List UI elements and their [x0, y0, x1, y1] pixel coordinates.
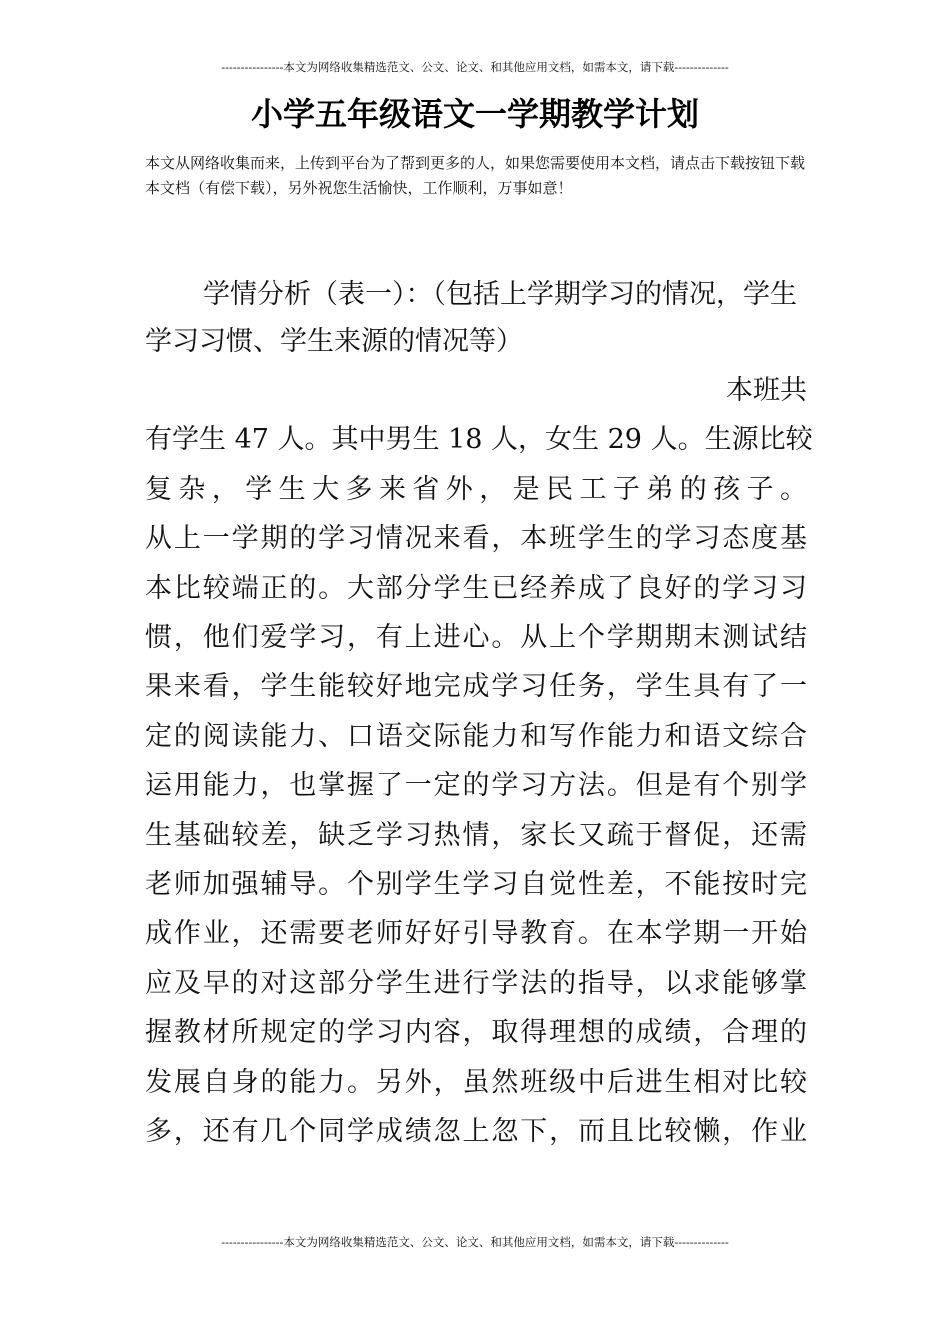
paragraph-line: 握教材所规定的学习内容，取得理想的成绩，合理的 [145, 1017, 807, 1049]
paragraph-line: 定的阅读能力、口语交际能力和写作能力和语文综合 [145, 720, 807, 752]
paragraph-line: 运用能力，也掌握了一定的学习方法。但是有个别学 [145, 770, 807, 802]
paragraph-line: 复杂，学生大多来省外，是民工子弟的孩子。 [145, 473, 807, 505]
analysis-paragraph [145, 366, 813, 1157]
paragraph-line: 发展自身的能力。另外，虽然班级中后进生相对比较 [145, 1066, 807, 1098]
paragraph-line: 果来看，学生能较好地完成学习任务，学生具有了一 [145, 671, 807, 703]
document-title: 小学五年级语文一学期教学计划 [250, 95, 699, 133]
paragraph-line: 应及早的对这部分学生进行学法的指导，以求能够掌 [145, 967, 807, 999]
intro-paragraph: 本文从网络收集而来，上传到平台为了帮到更多的人，如果您需要使用本文档，请点击下载按钮下载本文档（有偿下载），另外祝您生活愉快，工作顺利，万事如意！ [145, 154, 806, 197]
paragraph-line: 惯，他们爱学习，有上进心。从上个学期期末测试结 [145, 622, 807, 654]
paragraph-line: 有学生 47 人。其中男生 18 人，女生 29 人。生源比较 [145, 424, 813, 456]
analysis-heading: 学情分析（表一）：（包括上学期学习的情况，学生学习习惯、学生来源的情况等） [145, 279, 797, 357]
page-footer-note: ----------------本文为网络收集精选范文、公文、论文、和其他应用文档，如需本文，请下载-------------- [221, 1235, 729, 1249]
paragraph-line: 本比较端正的。大部分学生已经养成了良好的学习习 [145, 572, 807, 604]
paragraph-line: 老师加强辅导。个别学生学习自觉性差，不能按时完 [145, 869, 807, 901]
paragraph-line: 成作业，还需要老师好好引导教育。在本学期一开始 [145, 918, 807, 950]
paragraph-line: 生基础较差，缺乏学习热情，家长又疏于督促，还需 [145, 819, 807, 851]
paragraph-line: 本班共 [726, 375, 807, 406]
page-header-note: ----------------本文为网络收集精选范文、公文、论文、和其他应用文档，如需本文，请下载-------------- [221, 60, 729, 74]
paragraph-line: 多，还有几个同学成绩忽上忽下，而且比较懒，作业 [145, 1116, 807, 1148]
paragraph-line: 从上一学期的学习情况来看，本班学生的学习态度基 [145, 523, 807, 555]
